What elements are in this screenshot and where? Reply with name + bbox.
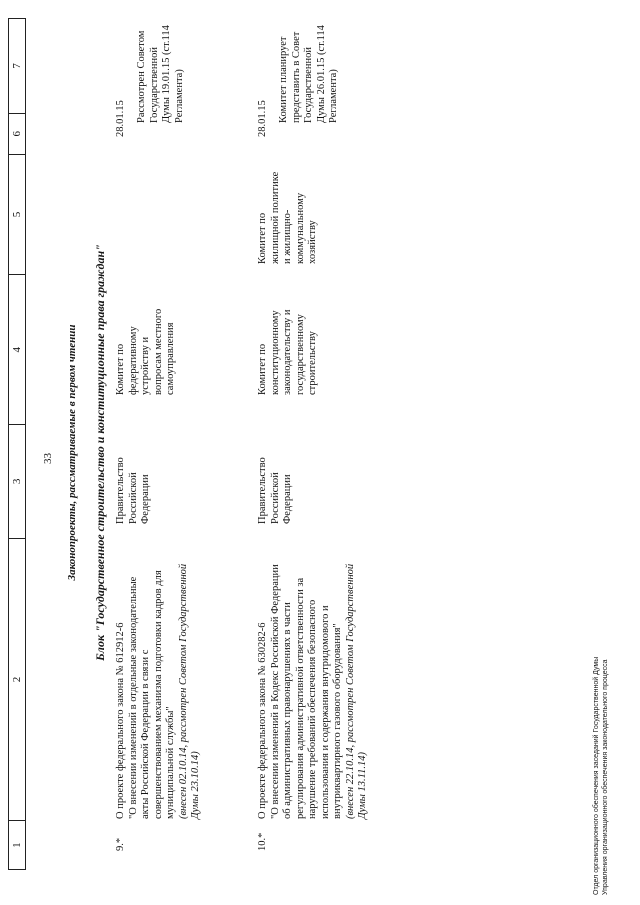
column-header-1: 1 <box>9 820 25 869</box>
column-header-7: 7 <box>11 63 23 69</box>
row-number: 10.* <box>257 832 268 851</box>
block-title: Блок "Государственное строительство и конституционные права граждан" <box>93 244 107 661</box>
status: Комитет планирует представить в Совет Государственной Думы 26.01.15 (ст.114 Регламента) <box>278 25 339 123</box>
column-header-2: 2 <box>9 538 25 820</box>
footer <box>593 657 610 895</box>
committee: Комитет по федеративному устройству и вопросам местного самоуправления <box>115 308 176 395</box>
column-header-row <box>8 18 26 870</box>
committee: Комитет по конституционному законодательству и государственному строительству <box>257 309 318 395</box>
initiator: Правительство Российской Федерации <box>115 457 151 524</box>
bill-note: (внесен 02.10.14, рассмотрен Советом Государственной Думы 23.10.14) <box>177 563 201 819</box>
bill-title: О проекте федерального закона № 630282-6 <box>257 622 268 819</box>
bill-body: "О внесении изменений в отдельные законодательные акты Российской Федерации в связи с совершенствованием механизма подготовки кадров для муниципальной службы" <box>127 570 176 819</box>
column-header-4: 4 <box>9 274 25 424</box>
column-header-3: 3 <box>9 424 25 538</box>
column-header-5: 5 <box>9 154 25 275</box>
date: 28.01.15 <box>115 100 126 137</box>
row-number: 9.* <box>115 837 126 851</box>
bill-note: (внесен 22.10.14, рассмотрен Советом Государственной Думы 13.11.14) <box>344 563 368 819</box>
section-subtitle: Законопроекты, рассматриваемые в первом чтении <box>66 324 78 581</box>
status: Рассмотрен Советом Государственной Думы 19.01.15 (ст.114 Регламента) <box>136 25 185 123</box>
co-committee: Комитет по жилищной политике и жилищно-коммунальному хозяйству <box>257 171 318 264</box>
column-header-6: 6 <box>9 113 25 154</box>
page-number: 33 <box>42 453 54 464</box>
footer-line: Управления организационного обеспечения законодательного процесса <box>601 659 609 895</box>
initiator: Правительство Российской Федерации <box>257 457 293 524</box>
bill-description <box>115 557 203 819</box>
bill-body: "О внесении изменений в Кодекс Российской Федерации об административных правонарушениях в части регулирования административной ответственности за нарушение требований обеспечения безопасного использования и содержания внутридомового и внутриквартирного газового оборудования" <box>269 564 343 819</box>
bill-title: О проекте федерального закона № 612912-6 <box>115 622 126 819</box>
date: 28.01.15 <box>257 100 268 137</box>
bill-description <box>257 557 370 819</box>
footer-line: Отдел организационного обеспечения заседаний Государственной Думы <box>593 656 600 895</box>
